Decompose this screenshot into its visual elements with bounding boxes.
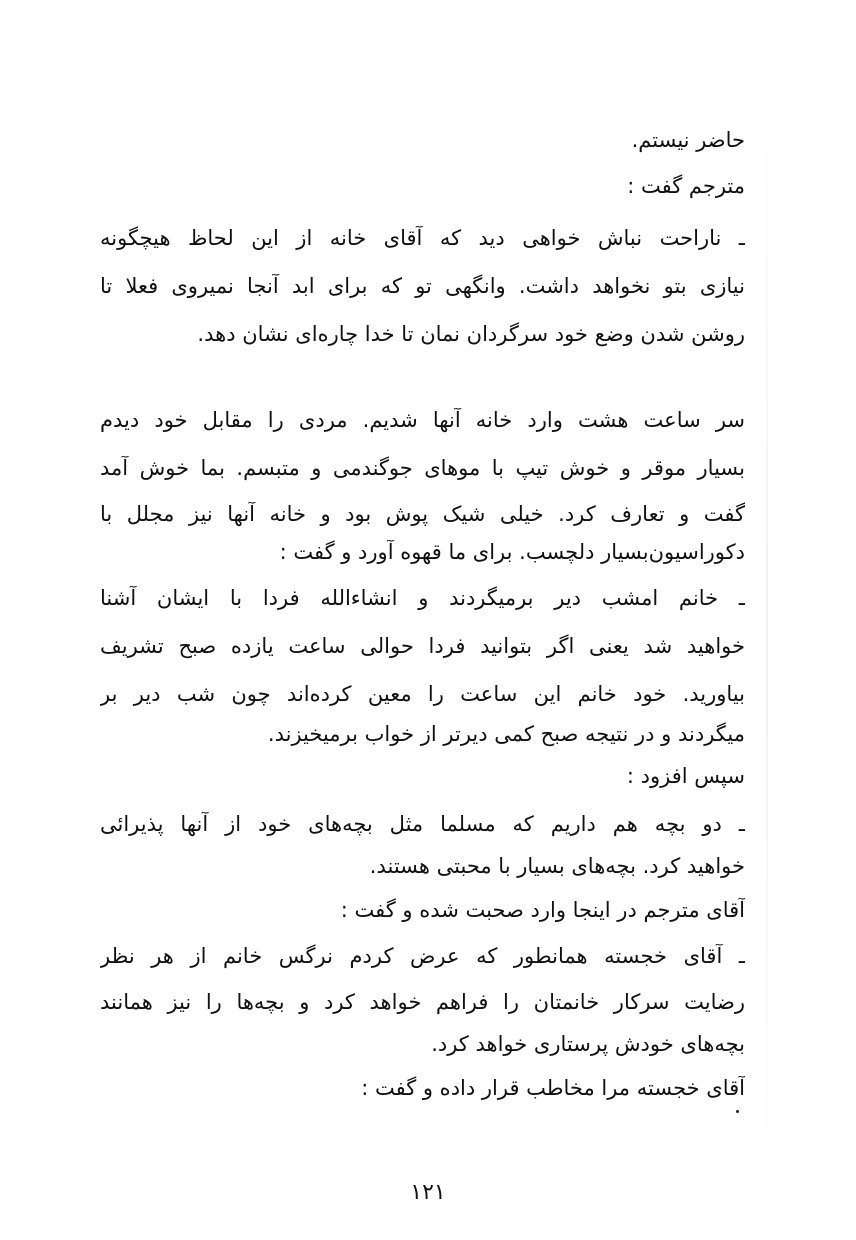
- text-line: ـ خانم امشب دیر برمیگردند و انشاءالله فردا با ایشان آشنا: [100, 586, 745, 610]
- text-line: ـ دو بچه هم داریم که مسلما مثل بچه‌های خود از آنها پذیرائی: [100, 812, 745, 836]
- text-line: گفت و تعارف کرد. خیلی شیک پوش بود و خانه آنها نیز مجلل با: [100, 502, 745, 526]
- text-line: خواهید کرد. بچه‌های بسیار با محبتی هستند.: [369, 854, 745, 878]
- text-line: روشن شدن وضع خود سرگردان نمان تا خدا چاره‌ای نشان دهد.: [197, 322, 745, 346]
- text-line: مترجم گفت :: [627, 174, 745, 198]
- text-line: آقای مترجم در اینجا وارد صحبت شده و گفت :: [340, 898, 745, 922]
- text-line: دکوراسیون‌بسیار دلچسب. برای ما قهوه آورد و گفت :: [279, 540, 745, 564]
- text-line: بیاورید. خود خانم این ساعت را معین کرده‌اند چون شب دیر بر: [100, 682, 745, 706]
- page-edge-shadow: [766, 90, 768, 1190]
- scan-speck: [736, 1110, 739, 1113]
- text-line: رضایت سرکار خانمتان را فراهم خواهد کرد و بچه‌ها را نیز همانند: [100, 990, 745, 1014]
- page-number: ۱۲۱: [410, 1180, 446, 1205]
- text-line: بچه‌های خودش پرستاری خواهد کرد.: [431, 1032, 745, 1056]
- text-line: بسیار موقر و خوش تیپ با موهای جوگندمی و متبسم. بما خوش آمد: [100, 456, 745, 480]
- text-line: ـ ناراحت نباش خواهی دید که آقای خانه از این لحاظ هیچگونه: [100, 226, 745, 250]
- text-line: سر ساعت هشت وارد خانه آنها شدیم. مردی را مقابل خود دیدم: [100, 408, 745, 432]
- text-line: میگردند و در نتیجه صبح کمی دیرتر از خواب برمیخیزند.: [267, 722, 745, 746]
- text-line: خواهید شد یعنی اگر بتوانید فردا حوالی ساعت یازده صبح تشریف: [100, 634, 745, 658]
- text-line: آقای خجسته مرا مخاطب قرار داده و گفت :: [361, 1076, 745, 1100]
- text-line: حاضر نیستم.: [631, 128, 745, 152]
- text-line: ـ آقای خجسته همانطور که عرض کردم نرگس خانم از هر نظر: [100, 944, 745, 968]
- text-line: سپس افزود :: [626, 764, 745, 788]
- text-line: نیازی بتو نخواهد داشت. وانگهی تو که برای ابد آنجا نمیروی فعلا تا: [100, 274, 745, 298]
